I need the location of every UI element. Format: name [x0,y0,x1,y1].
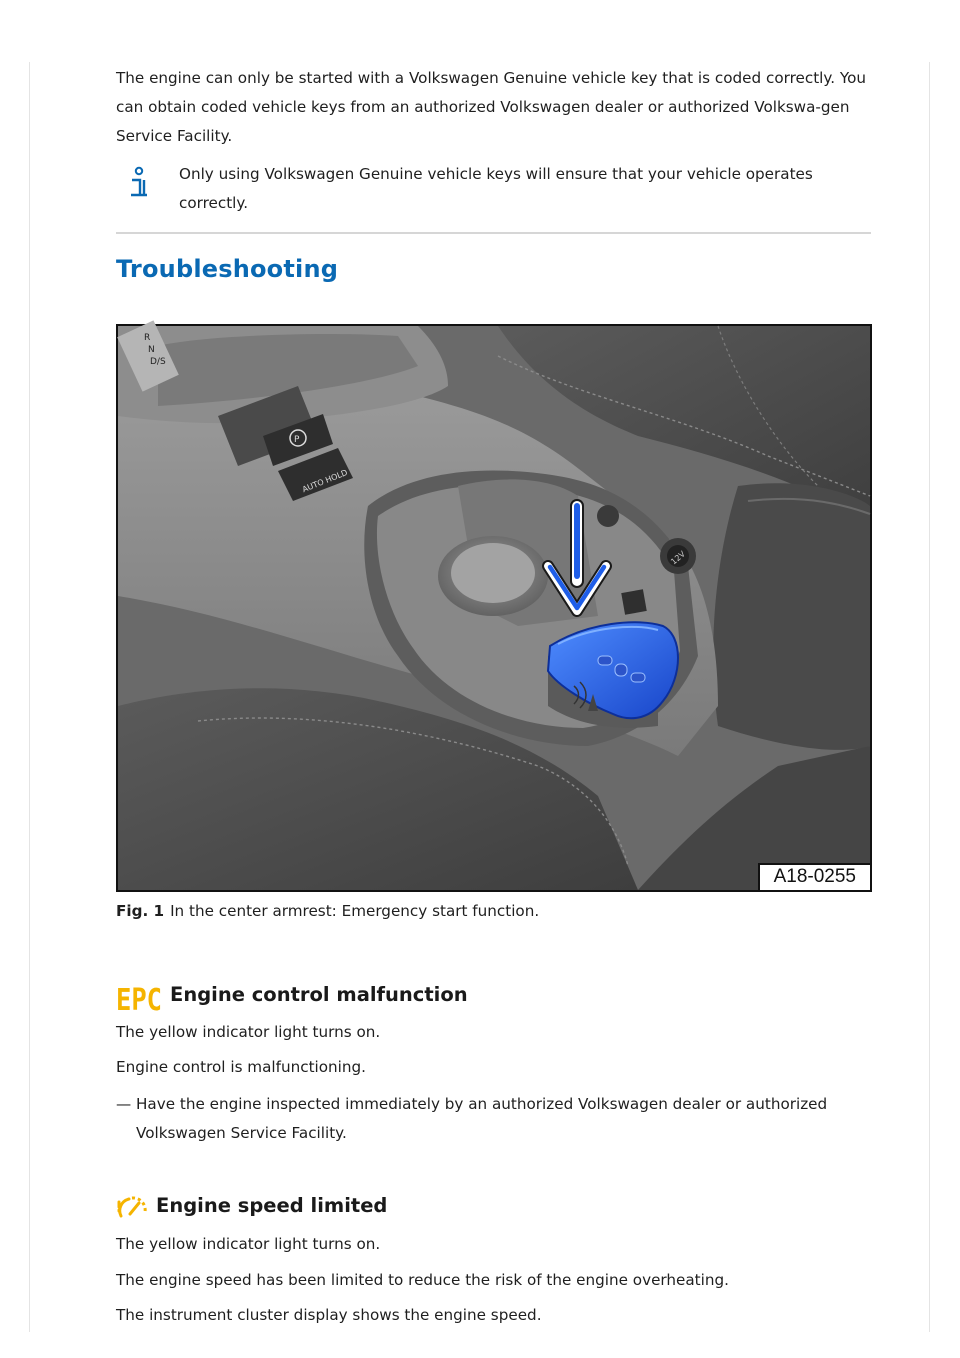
gear-label-r: R [144,333,151,343]
socket-label: 12V [669,549,687,567]
gear-label-ds: D/S [150,357,166,367]
figure-emergency-start [116,324,872,892]
epc-bullet-text: Have the engine inspected immediately by an authorized Volkswagen dealer or authorized Volkswagen Service Facility. [136,1095,828,1142]
left-margin-line [29,62,30,1332]
section-divider [116,232,871,234]
figure-code: A18-0255 [758,863,870,890]
engine-speed-heading: Engine speed limited [156,1194,388,1217]
figure-illustration [118,326,870,890]
engine-speed-icon [116,1192,148,1220]
epc-line-2: Engine control is malfunctioning. [116,1058,366,1076]
right-margin-line [929,62,930,1332]
info-icon [128,166,150,200]
epc-heading: Engine control malfunction [170,983,468,1006]
auto-hold-label: AUTO HOLD [300,467,349,495]
speed-line-1: The yellow indicator light turns on. [116,1235,381,1253]
speed-line-3: The instrument cluster display shows the engine speed. [116,1306,542,1324]
speed-line-2: The engine speed has been limited to reduce the risk of the engine overheating. [116,1271,729,1289]
note-text: Only using Volkswagen Genuine vehicle keys will ensure that your vehicle operates correctly. [179,165,813,212]
figure-caption-text: In the center armrest: Emergency start function. [170,902,540,920]
figure-caption [116,902,539,920]
epc-line-1: The yellow indicator light turns on. [116,1023,381,1041]
epc-icon-text: EPC [116,983,162,1018]
epc-icon [116,981,162,1018]
bullet-dash: — [116,1095,132,1113]
parking-brake-symbol: P [294,435,300,445]
figure-caption-label: Fig. 1 [116,902,165,920]
gear-label-n: N [148,345,155,355]
intro-paragraph: The engine can only be started with a Volkswagen Genuine vehicle key that is coded correctly. You can obtain coded vehicle keys from an authorized Volkswagen dealer or authorized Volkswa-gen Service Facility. [116,69,867,145]
section-title: Troubleshooting [116,255,339,283]
